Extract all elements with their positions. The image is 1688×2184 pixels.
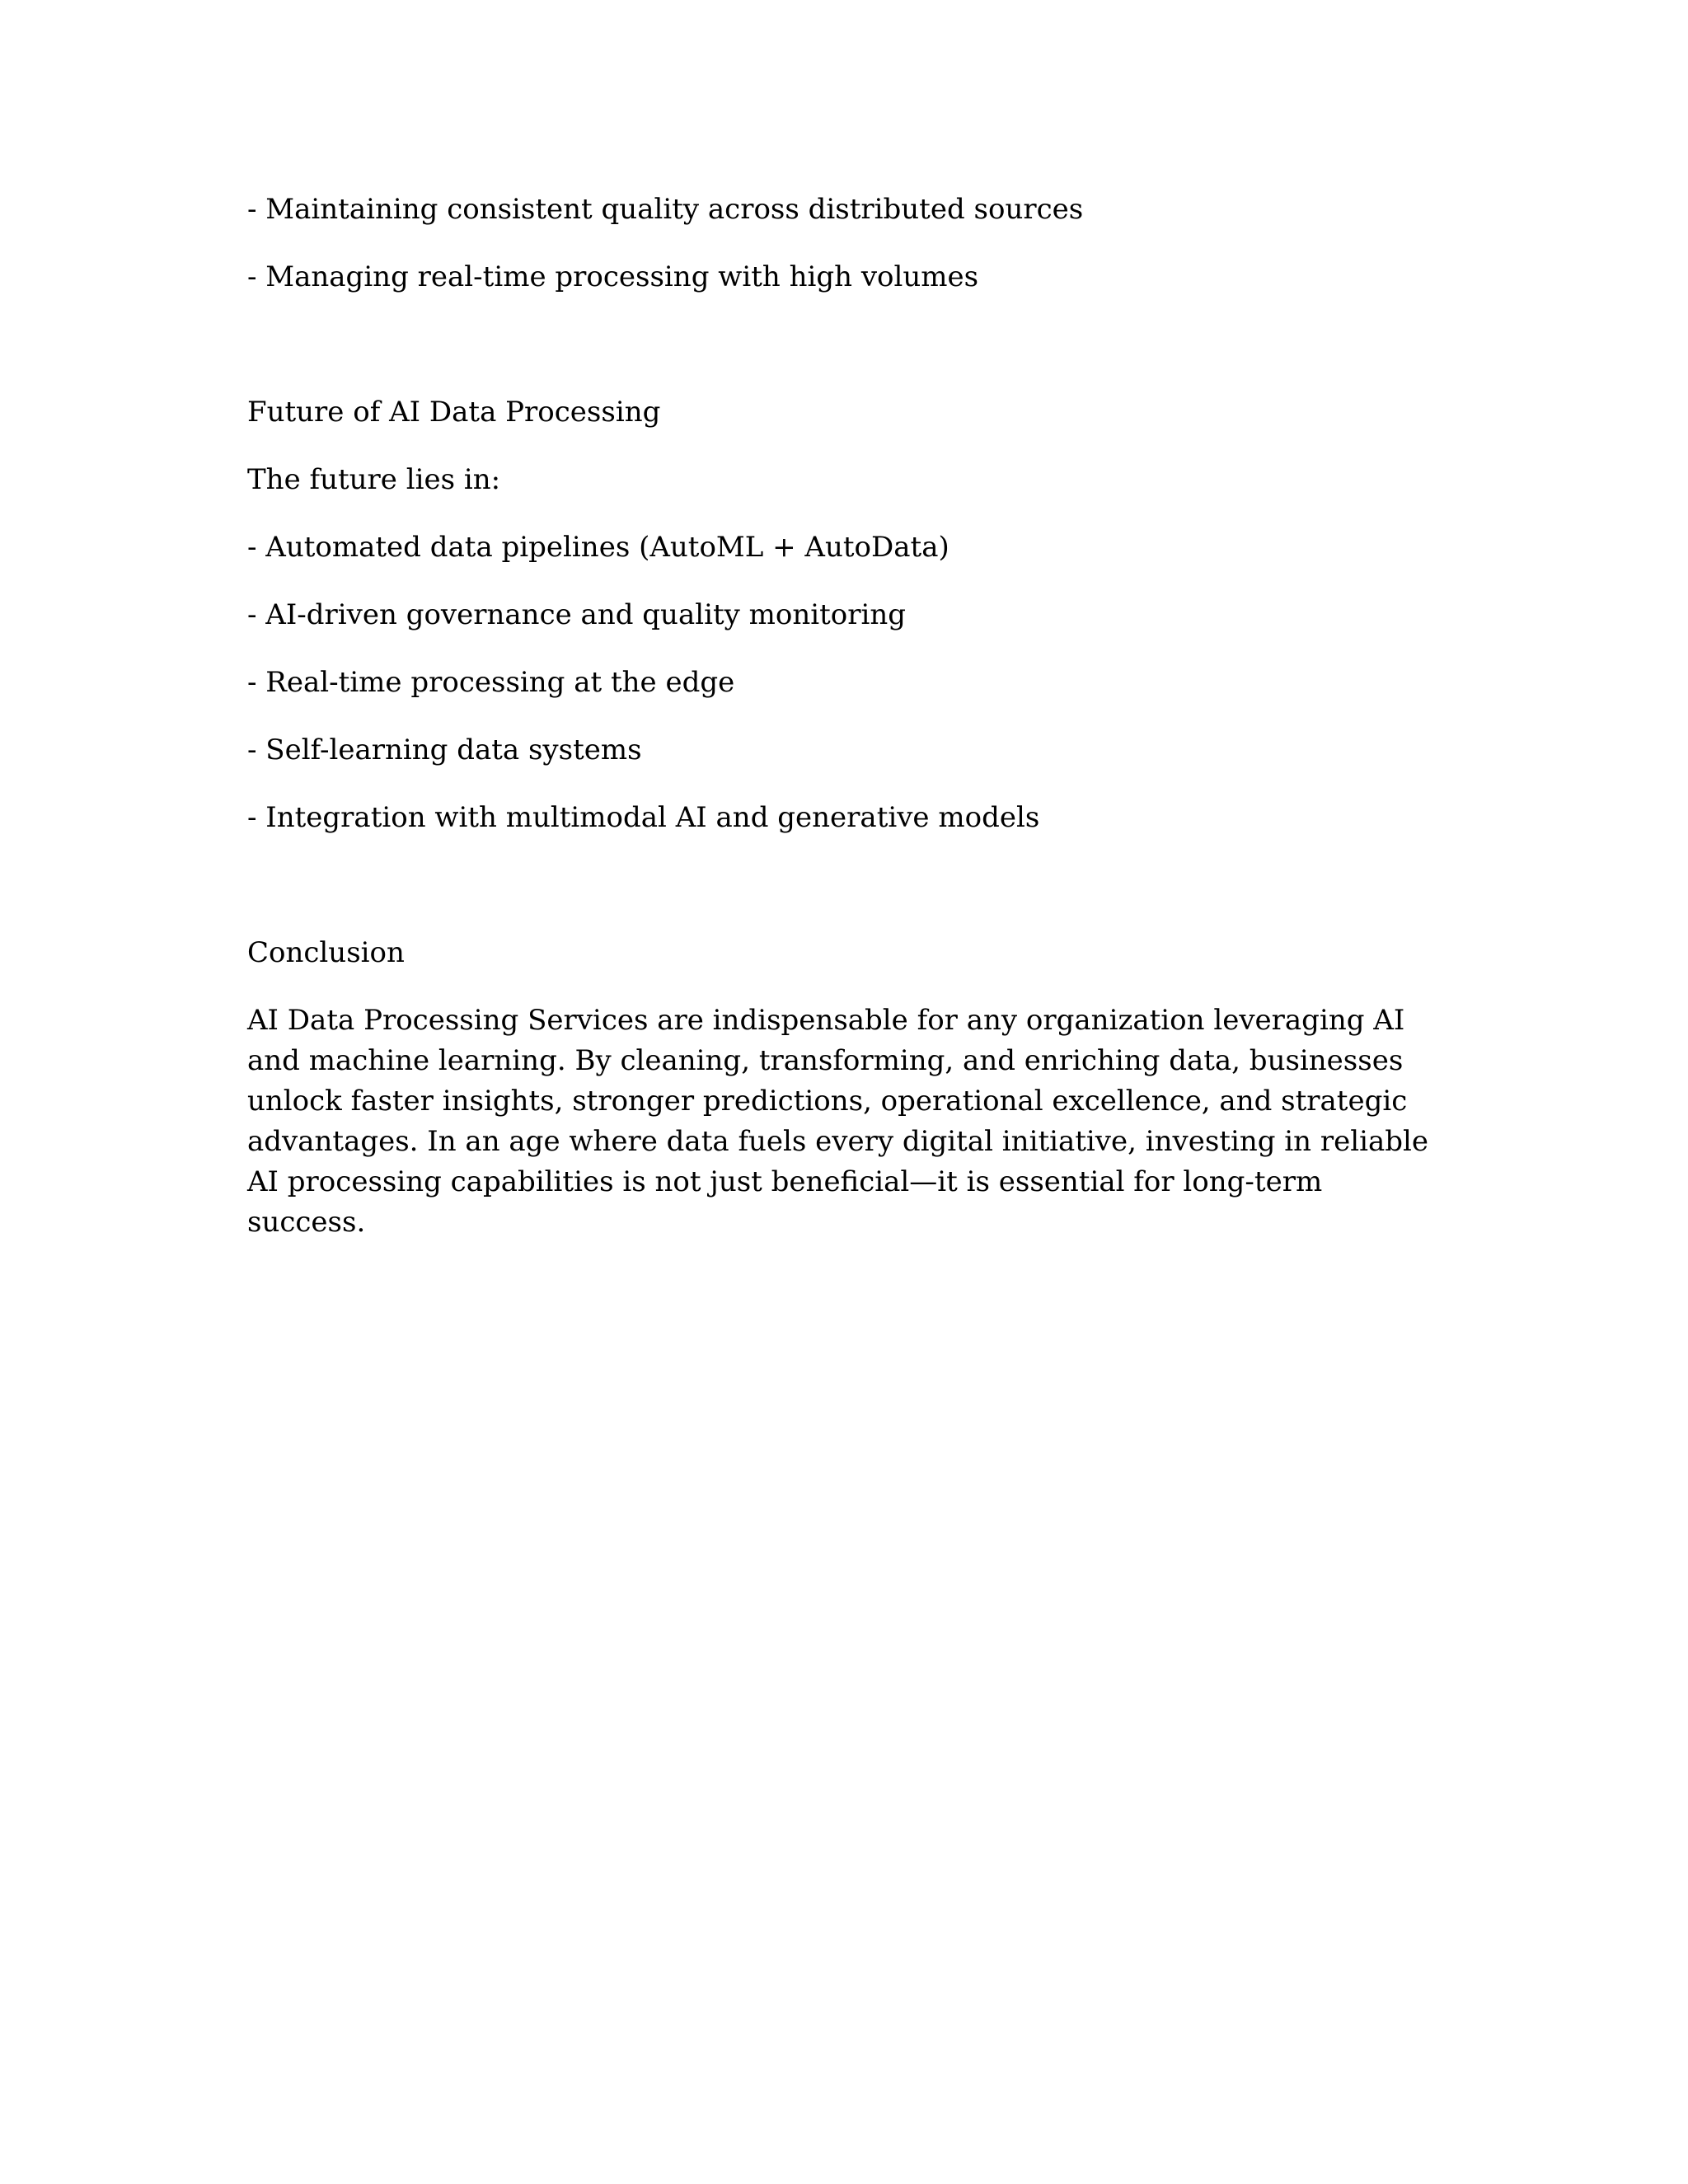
section-gap [247,865,1434,933]
future-list-item: - Integration with multimodal AI and generative models [247,801,1040,834]
future-list-item: - AI-driven governance and quality monitoring [247,598,907,631]
challenge-item: - Managing real-time processing with high volumes [247,260,979,293]
conclusion-paragraph: AI Data Processing Services are indispensable for any organization leveraging AI and machine learning. By cleaning, transforming, and enriching data, businesses unlock faster insights, stronger predictions, operational excellence, and strategic advantages. In an age where data fuels every digital initiative, investing in reliable AI processing capabilities is not just beneficial—it is essential for long-term success. [247,1004,1429,1239]
document-body [247,190,1434,1243]
future-section-heading: Future of AI Data Processing [247,396,661,429]
conclusion-heading: Conclusion [247,936,405,969]
future-intro-text: The future lies in: [247,463,501,496]
section-gap [247,325,1434,392]
future-list-item: - Automated data pipelines (AutoML + AutoData) [247,531,950,564]
future-list-item: - Real-time processing at the edge [247,666,735,699]
challenge-item: - Maintaining consistent quality across distributed sources [247,193,1084,226]
future-list-item: - Self-learning data systems [247,733,642,766]
